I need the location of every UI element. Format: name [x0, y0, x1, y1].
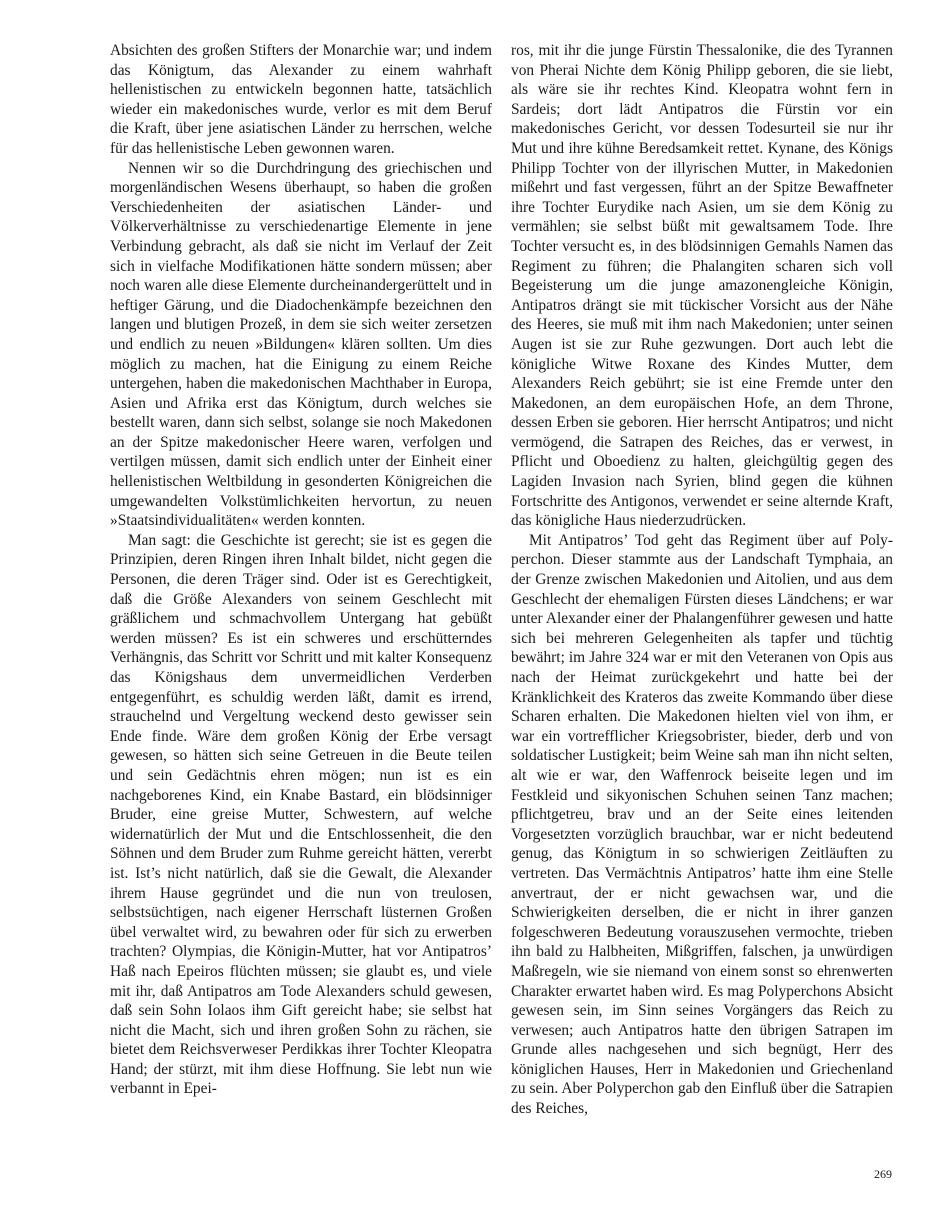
left-text-column: [110, 41, 492, 1099]
paragraph: Man sagt: die Geschichte ist gerecht; sie ist es gegen die Prinzipien, deren Ringen ihren Inhalt bildet, nicht gegen die Personen, die deren Träger sind. Oder ist es Gerechtigkeit, daß die Größe Alexanders von seinem Geschlecht mit gräßlichem und schmachvollem Untergang hat gebüßt werden müssen? Es ist ein schweres und erschütterndes Verhängnis, das Schritt vor Schritt und mit kalter Konsequenz das Königshaus dem unvermeidlichen Verderben entgegenführt, es schuldig werden läßt, damit es irrend, strauchelnd und Vergeltung weckend desto gewisser sein Ende finde. Wäre dem großen König der Erbe versagt gewesen, so hätten sich seine Getreuen in die Beute teilen und sein Gedächtnis ehren mögen; nun ist es ein nachgeborenes Kind, ein Knabe Bastard, ein blödsinniger Bruder, eine greise Mutter, Schwestern, auf welche widernatürlich der Mut und die Entschlossenheit, die den Söhnen und dem Bruder zum Ruhme gereicht hätten, vererbt ist. Ist’s nicht natürlich, daß sie die Gewalt, die Alexander ihrem Hause gegründet und die nun von treulosen, selbstsüchtigen, nach eigener Herrschaft lüsternen Großen übel verwaltet wird, zu bewahren oder für sich zu erwerben trachten? Olympias, die Königin-Mutter, hat vor Antipatros’ Haß nach Epeiros flüchten müssen; sie glaubt es, und viele mit ihr, daß Antipatros am Tode Alexanders schuld gewesen, daß sein Sohn Iolaos ihm Gift gereicht habe; sie selbst hat nicht die Macht, sich und ihren großen Sohn zu rächen, sie bietet dem Reichsverweser Perdikkas ihrer Tochter Kleopatra Hand; der stürzt, mit ihm diese Hoffnung. Sie lebt nun wie verbannt in Epei-: [110, 531, 492, 1098]
page-number: 269: [874, 1167, 892, 1181]
paragraph: Nennen wir so die Durchdringung des griechischen und morgenländischen Wesens überhaupt, so haben die großen Verschiedenheiten der asiatischen Länder- und Völkerverhältnisse zu verschiedenartige Elemente in jene Verbindung gebracht, als daß sie nicht im Verlauf der Zeit sich in vielfache Modifikationen hätte sondern müssen; aber noch waren alle diese Elemente durcheinandergerüttelt und in heftiger Gärung, und die Diadochenkämpfe bezeichnen den langen und blutigen Prozeß, in dem sie sich weiter zersetzen und endlich zu neuen »Bildungen« klären sollten. Um dies möglich zu machen, hat die Einigung zu einem Reiche untergehen, haben die makedonischen Machthaber in Europa, Asien und Afrika erst das Königtum, durch welches sie bestellt waren, dann sich selbst, solange sie noch Makedonen an der Spitze makedonischer Heere waren, verfolgen und vertilgen müssen, damit sich endlich unter der Einheit einer hellenistischen Weltbildung in gesonderten Königreichen die umgewandelten Volkstümlichkeiten hervortun, zu neuen »Staatsindividualitäten« werden konnten.: [110, 159, 492, 530]
right-text-column: [511, 41, 893, 1119]
paragraph: ros, mit ihr die junge Fürstin Thessalonike, die des Tyrannen von Pherai Nichte dem König Philipp geboren, die sie liebt, als wäre sie ihr rechtes Kind. Kleopatra wohnt fern in Sardeis; dort lädt Antipatros die Fürstin vor ein makedonisches Gericht, vor dessen Todesurteil sie nur ihr Mut und ihre kühne Beredsamkeit rettet. Kynane, des Königs Philipp Tochter von der illyrischen Mutter, in Makedonien mißehrt und fast vergessen, führt an der Spitze Bewaffneter ihre Tochter Eurydike nach Asien, um sie dem König zu vermählen; sie selbst büßt mit gewaltsamem Tode. Ihre Tochter versucht es, in des blödsinnigen Gemahls Namen das Regiment zu führen; die Phalangiten scharen sich voll Begeisterung um die junge amazonengleiche Königin, Antipatros drängt sie mit tückischer Vorsicht aus der Nähe des Heeres, sie muß mit ihm nach Makedonien; unter seinen Augen ist sie zur Ruhe gezwungen. Dort auch lebt die königliche Witwe Roxane des Kindes Mutter, dem Alexanders Reich gebührt; sie ist eine Fremde unter den Makedonen, an dem europäischen Hofe, an dem Throne, dessen Erben sie geboren. Hier herrscht Antipatros; und nicht vermögend, die Satrapen des Reiches, das er verwest, in Pflicht und Oboedienz zu halten, gleichgültig gegen des Lagiden Invasion nach Syrien, blind gegen die kühnen Fortschritte des Antigonos, verwendet er seine alternde Kraft, das königliche Haus niederzudrücken.: [511, 42, 893, 530]
paragraph: Mit Antipatros’ Tod geht das Regiment über auf Polyperchon. Dieser stammte aus der Landschaft Tymphaia, an der Grenze zwischen Makedonien und Aitolien, und aus dem Geschlecht der ehemaligen Fürsten dieses Ländchens; er war unter Alexander einer der Phalangenführer gewesen und hatte sich bei mehreren Gelegenheiten als tapfer und tüchtig bewährt; im Jahre 324 war er mit den Veteranen von Opis aus nach der Heimat zurückgekehrt und hatte bei der Kränklichkeit des Krateros das zweite Kommando über diese Scharen erhalten. Die Makedonen hielten viel von ihm, er war ein vortrefflicher Kriegsobrister, bieder, derb und von soldatischer Lustigkeit; beim Weine sah man ihn nicht selten, alt wie er war, den Waffenrock beiseite legen und im Festkleid und sikyonischen Schuhen seinen Tanz machen; pflichtgetreu, brav und an der Seite eines leitenden Vorgesetzten vorzüglich brauchbar, war er nicht bedeutend genug, das Königtum in so schwierigen Zeitläuften zu vertreten. Das Vermächtnis Antipatros’ hatte ihm eine Stelle anvertraut, der er nicht gewachsen war, und die Schwierigkeiten derselben, die er nicht in ihrer ganzen folgeschweren Bedeutung vorauszusehen vermochte, trieben ihn bald zu Halbheiten, Mißgriffen, falschen, ja unwürdigen Maßregeln, wie sie niemand von einem sonst so ehrenwerten Charakter erwartet haben wird. Es mag Polyperchons Absicht gewesen sein, im Sinn seines Vorgängers das Reich zu verwesen; auch Antipatros hatte den übrigen Satrapen im Grunde alles nachgesehen und sich begnügt, Herr des königlichen Hauses, Herr in Makedonien und Griechenland zu sein. Aber Polyperchon gab den Einfluß über die Satrapien des Reiches,: [511, 531, 893, 1118]
paragraph: Absichten des großen Stifters der Monarchie war; und indem das Königtum, das Alexander zu einem wahrhaft hellenistischen zu entwickeln begonnen hatte, tatsächlich wieder ein makedonisches wurde, verlor es mit dem Beruf die Kraft, über jene asiatischen Länder zu herrschen, welche für das hellenistische Leben gewonnen waren.: [110, 42, 492, 157]
